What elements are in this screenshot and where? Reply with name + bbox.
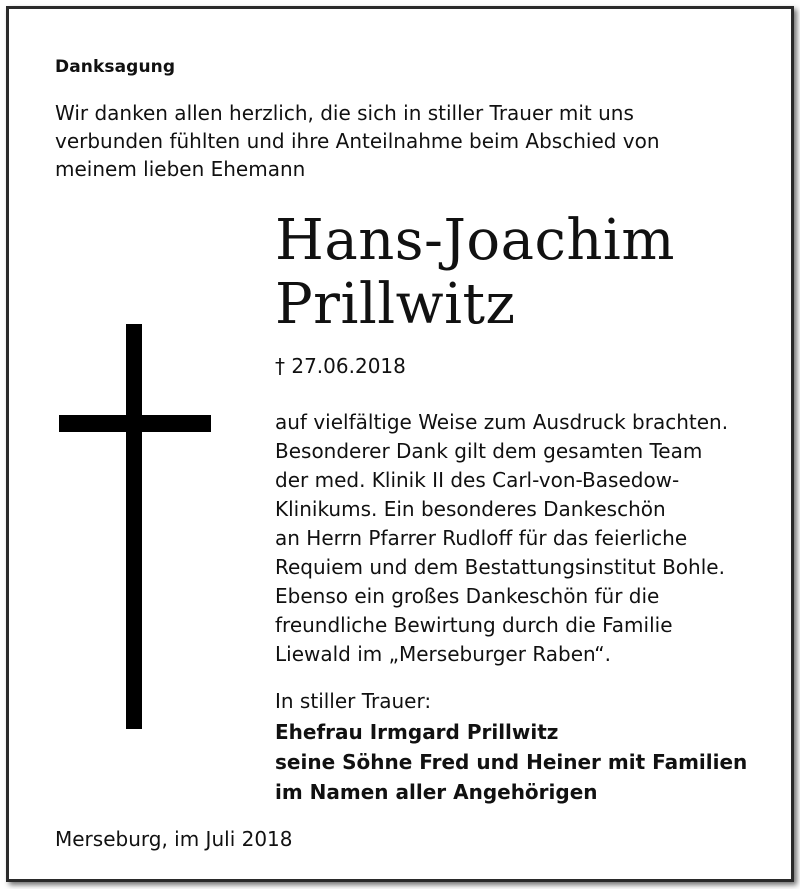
body-line: auf vielfältige Weise zum Ausdruck brachten. bbox=[275, 410, 729, 434]
cross-horizontal-bar bbox=[59, 415, 211, 432]
deceased-last-name: Prillwitz bbox=[275, 272, 516, 337]
body-line: Liewald im „Merseburger Raben“. bbox=[275, 642, 611, 666]
mourner-line: im Namen aller Angehörigen bbox=[275, 780, 598, 804]
intro-line: Wir danken allen herzlich, die sich in stiller Trauer mit uns bbox=[55, 101, 634, 125]
body-line: an Herrn Pfarrer Rudloff für das feierliche bbox=[275, 526, 688, 550]
mourner-line: Ehefrau Irmgard Prillwitz bbox=[275, 720, 559, 744]
body-line: Requiem und dem Bestattungsinstitut Bohle. bbox=[275, 555, 725, 579]
place-date: Merseburg, im Juli 2018 bbox=[55, 827, 293, 851]
death-date: † 27.06.2018 bbox=[275, 354, 406, 378]
cross-vertical-bar bbox=[126, 324, 142, 729]
intro-text bbox=[55, 99, 775, 183]
body-line: der med. Klinik II des Carl-von-Basedow- bbox=[275, 468, 680, 492]
intro-line: meinem lieben Ehemann bbox=[55, 157, 306, 181]
notice-heading: Danksagung bbox=[55, 57, 176, 77]
body-line: Ebenso ein großes Dankeschön für die bbox=[275, 584, 660, 608]
body-line: Besonderer Dank gilt dem gesamten Team bbox=[275, 439, 703, 463]
mourners-list bbox=[275, 717, 747, 807]
intro-line: verbunden fühlten und ihre Anteilnahme beim Abschied von bbox=[55, 129, 660, 153]
body-line: Klinikums. Ein besonderes Dankeschön bbox=[275, 497, 666, 521]
body-line: freundliche Bewirtung durch die Familie bbox=[275, 613, 673, 637]
thanks-body bbox=[275, 408, 728, 669]
deceased-first-name: Hans-Joachim bbox=[275, 208, 675, 273]
mourner-line: seine Söhne Fred und Heiner mit Familien bbox=[275, 750, 748, 774]
mourning-label: In stiller Trauer: bbox=[275, 689, 432, 713]
deceased-name bbox=[275, 209, 675, 337]
notice-frame bbox=[6, 6, 794, 882]
